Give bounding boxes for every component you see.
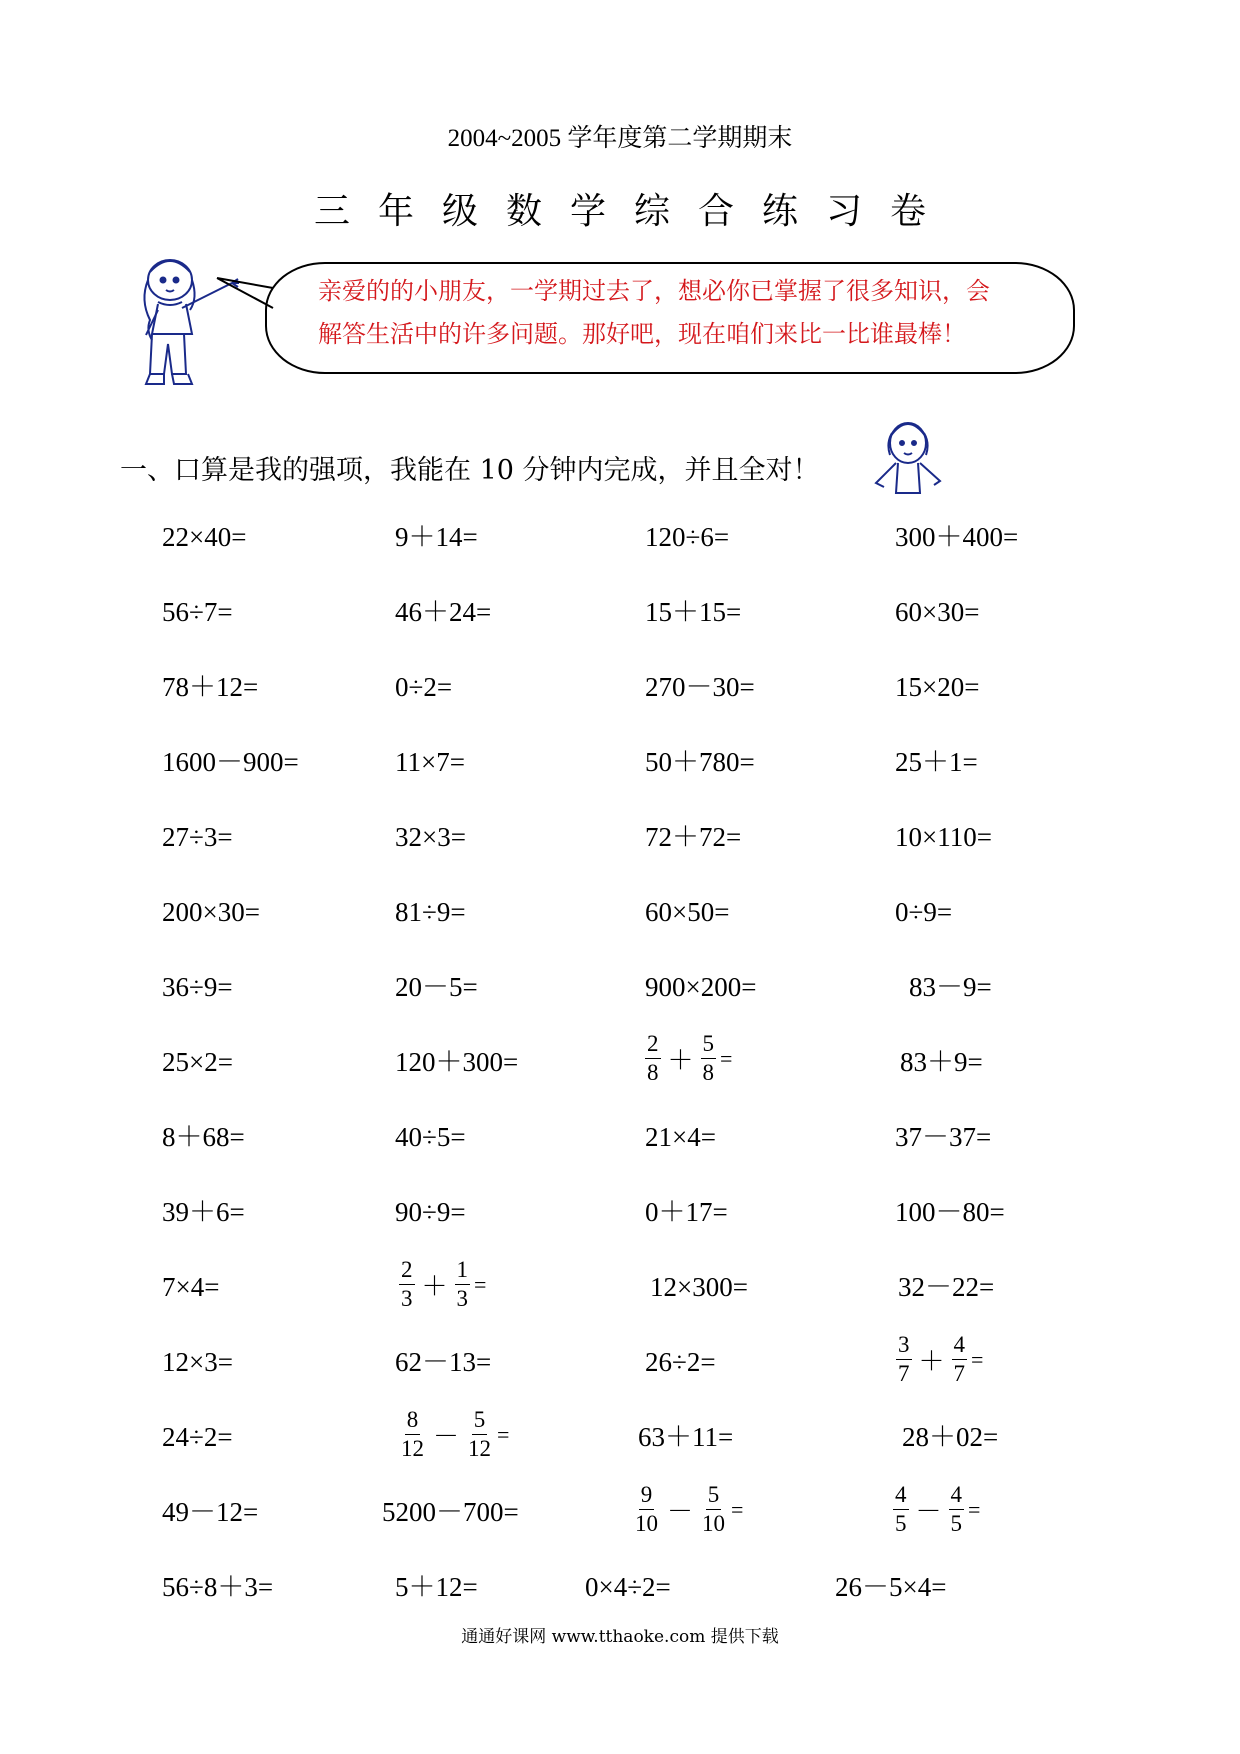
exam-subtitle: 2004~2005 学年度第二学期期末 bbox=[447, 125, 793, 152]
problem: 32－22= bbox=[898, 1272, 995, 1302]
problem: 24÷2= bbox=[162, 1422, 233, 1452]
problem: 20－5= bbox=[395, 972, 478, 1002]
problem: 81÷9= bbox=[395, 897, 466, 927]
problem: 21×4= bbox=[645, 1122, 716, 1152]
fraction: $\frac{4}{7}$ bbox=[953, 1332, 966, 1386]
fraction-problem: $\frac{9}{10}$ － $\frac{5}{10}$ = bbox=[635, 1482, 744, 1536]
problem: 78＋12= bbox=[162, 672, 259, 702]
problem: 22×40= bbox=[162, 522, 247, 552]
problem: 7×4= bbox=[162, 1272, 220, 1302]
fraction: $\frac{1}{3}$ bbox=[456, 1257, 469, 1311]
problem: 120＋300= bbox=[395, 1047, 519, 1077]
problem: 72＋72= bbox=[645, 822, 742, 852]
problem: 36÷9= bbox=[162, 972, 233, 1002]
exam-title: 三年级数学综合练习卷 bbox=[313, 191, 954, 232]
problem: 90÷9= bbox=[395, 1197, 466, 1227]
problem: 28＋02= bbox=[902, 1422, 999, 1452]
speech-bubble-text bbox=[318, 270, 1058, 356]
fraction-problem: $\frac{8}{12}$ － $\frac{5}{12}$ = bbox=[401, 1407, 510, 1461]
footer-text: 通通好课网 www.tthaoke.com 提供下载 bbox=[461, 1627, 779, 1647]
problem: 46＋24= bbox=[395, 597, 492, 627]
problem: 25＋1= bbox=[895, 747, 978, 777]
problem: 300＋400= bbox=[895, 522, 1019, 552]
problem: 0×4÷2= bbox=[585, 1572, 671, 1602]
fraction: $\frac{2}{8}$ bbox=[647, 1031, 659, 1085]
problem: 1600－900= bbox=[162, 747, 299, 777]
problem: 200×30= bbox=[162, 897, 260, 927]
problem: 15＋15= bbox=[645, 597, 742, 627]
problem: 49－12= bbox=[162, 1497, 259, 1527]
problem: 5200－700= bbox=[382, 1497, 519, 1527]
problem: 27÷3= bbox=[162, 822, 233, 852]
problem: 5＋12= bbox=[395, 1572, 478, 1602]
fraction: $\frac{2}{3}$ bbox=[401, 1257, 413, 1311]
problem: 25×2= bbox=[162, 1047, 233, 1077]
problem: 56÷7= bbox=[162, 597, 233, 627]
bubble-line-1: 亲爱的的小朋友，一学期过去了，想必你已掌握了很多知识，会 bbox=[318, 277, 990, 305]
fraction: $\frac{3}{7}$ bbox=[898, 1332, 910, 1386]
fraction: $\frac{8}{12}$ bbox=[401, 1407, 424, 1461]
problem: 100－80= bbox=[895, 1197, 1005, 1227]
problem: 32×3= bbox=[395, 822, 466, 852]
problem: 37－37= bbox=[895, 1122, 992, 1152]
section-heading: 一、口算是我的强项，我能在 10 分钟内完成，并且全对！ bbox=[120, 455, 820, 486]
fraction: $\frac{4}{5}$ bbox=[895, 1482, 907, 1536]
fraction: $\frac{5}{12}$ bbox=[468, 1407, 492, 1461]
fraction-problem: $\frac{2}{8}$ ＋ $\frac{5}{8}$ = bbox=[647, 1031, 733, 1085]
problem: 11×7= bbox=[395, 747, 465, 777]
problem: 15×20= bbox=[895, 672, 980, 702]
problem: 8＋68= bbox=[162, 1122, 245, 1152]
fraction-problem: $\frac{2}{3}$ ＋ $\frac{1}{3}$ = bbox=[401, 1257, 487, 1311]
problem: 26－5×4= bbox=[835, 1572, 947, 1602]
fraction: $\frac{5}{10}$ bbox=[702, 1482, 726, 1536]
bubble-line-2: 解答生活中的许多问题。那好吧，现在咱们来比一比谁最棒！ bbox=[318, 320, 966, 348]
fraction: $\frac{5}{8}$ bbox=[702, 1031, 715, 1085]
problem: 0＋17= bbox=[645, 1197, 728, 1227]
problem: 62－13= bbox=[395, 1347, 492, 1377]
problem: 0÷9= bbox=[895, 897, 953, 927]
problem: 12×300= bbox=[650, 1272, 748, 1302]
problem: 120÷6= bbox=[645, 522, 730, 552]
problem: 9＋14= bbox=[395, 522, 478, 552]
fraction-problem: $\frac{3}{7}$ ＋ $\frac{4}{7}$ = bbox=[898, 1332, 984, 1386]
problem: 0÷2= bbox=[395, 672, 453, 702]
problem: 63＋11= bbox=[638, 1422, 734, 1452]
fraction: $\frac{9}{10}$ bbox=[635, 1482, 658, 1536]
problem: 50＋780= bbox=[645, 747, 755, 777]
problem: 56÷8＋3= bbox=[162, 1572, 274, 1602]
problem: 900×200= bbox=[645, 972, 757, 1002]
problem: 39＋6= bbox=[162, 1197, 245, 1227]
fraction-problem: $\frac{4}{5}$ － $\frac{4}{5}$ = bbox=[895, 1482, 981, 1536]
problem: 40÷5= bbox=[395, 1122, 466, 1152]
small-girl-illustration bbox=[868, 415, 948, 497]
problem: 60×50= bbox=[645, 897, 730, 927]
problem: 12×3= bbox=[162, 1347, 233, 1377]
problem: 270－30= bbox=[645, 672, 755, 702]
problem: 83＋9= bbox=[900, 1047, 983, 1077]
problem: 26÷2= bbox=[645, 1347, 716, 1377]
problem: 60×30= bbox=[895, 597, 980, 627]
fraction: $\frac{4}{5}$ bbox=[950, 1482, 963, 1536]
problem: 83－9= bbox=[909, 972, 992, 1002]
problem: 10×110= bbox=[895, 822, 992, 852]
